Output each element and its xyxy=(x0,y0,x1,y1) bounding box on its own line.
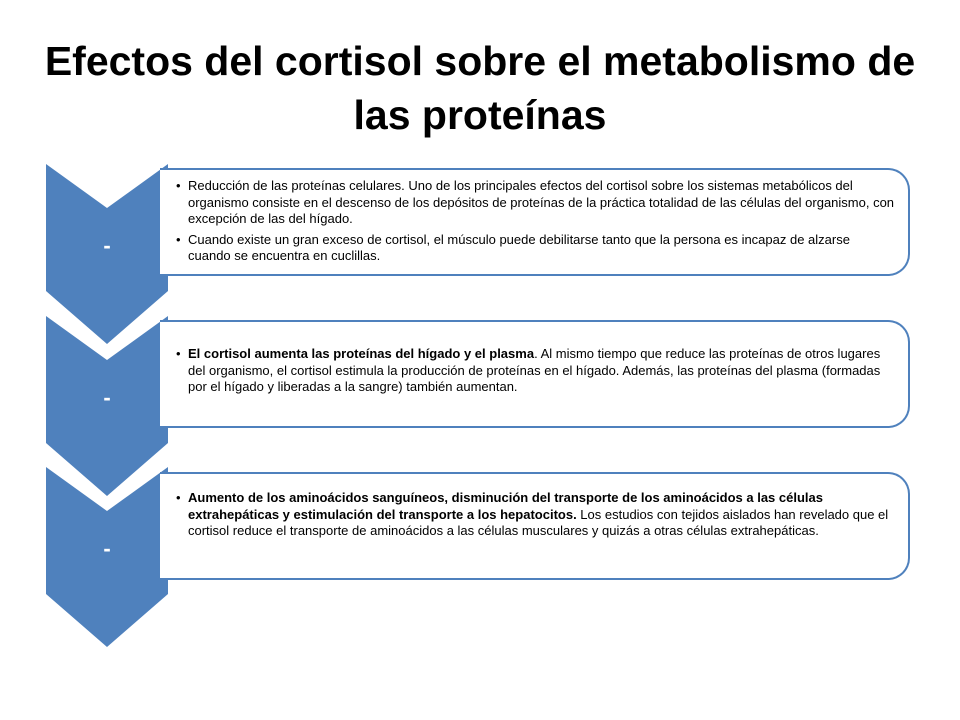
bullet-item xyxy=(176,490,896,540)
bullet-list xyxy=(176,346,896,400)
bullet-item xyxy=(176,178,896,228)
bullet-text: Los estudios con tejidos aislados han revelado que el cortisol reduce el transporte de aminoácidos a las células musculares y quizás a otras células extrahepáticas. xyxy=(188,506,889,538)
bullet-list xyxy=(176,178,896,269)
step-text-box-1 xyxy=(160,168,910,276)
bullet-list xyxy=(176,490,896,544)
bullet-item xyxy=(176,232,896,265)
bullet-bold-text: El cortisol aumenta las proteínas del hígado y el plasma xyxy=(188,346,535,361)
bullet-text: Reducción de las proteínas celulares. Uno de los principales efectos del cortisol sobre los sistemas metabólicos del organismo consiste en el descenso de los depósitos de proteínas de la práctica totalidad de las células del organismo, con excepción de las del hígado. xyxy=(188,178,895,226)
chevron-label: - xyxy=(103,233,111,258)
bullet-bold-text: Aumento de los aminoácidos sanguíneos, disminución del transporte de los aminoácidos a las células extrahepáticas y estimulación del transporte a los hepatocitos. xyxy=(188,490,823,522)
chevron-3 xyxy=(46,467,168,647)
step-text-box-2 xyxy=(160,320,910,428)
bullet-text: Cuando existe un gran exceso de cortisol, el músculo puede debilitarse tanto que la persona es incapaz de alzarse cuando se encuentra en cuclillas. xyxy=(188,231,850,263)
bullet-item xyxy=(176,346,896,396)
chevron-label: - xyxy=(103,536,111,561)
slide-title: Efectos del cortisol sobre el metabolismo de las proteínas xyxy=(44,38,916,138)
chevron-label: - xyxy=(103,385,111,410)
bullet-text: . Al mismo tiempo que reduce las proteínas de otros lugares del organismo, el cortisol estimula la producción de proteínas en el hígado. Además, las proteínas del plasma (formadas por el hígado y liberadas a la sangre) también aumentan. xyxy=(188,346,881,394)
step-text-box-3 xyxy=(160,472,910,580)
